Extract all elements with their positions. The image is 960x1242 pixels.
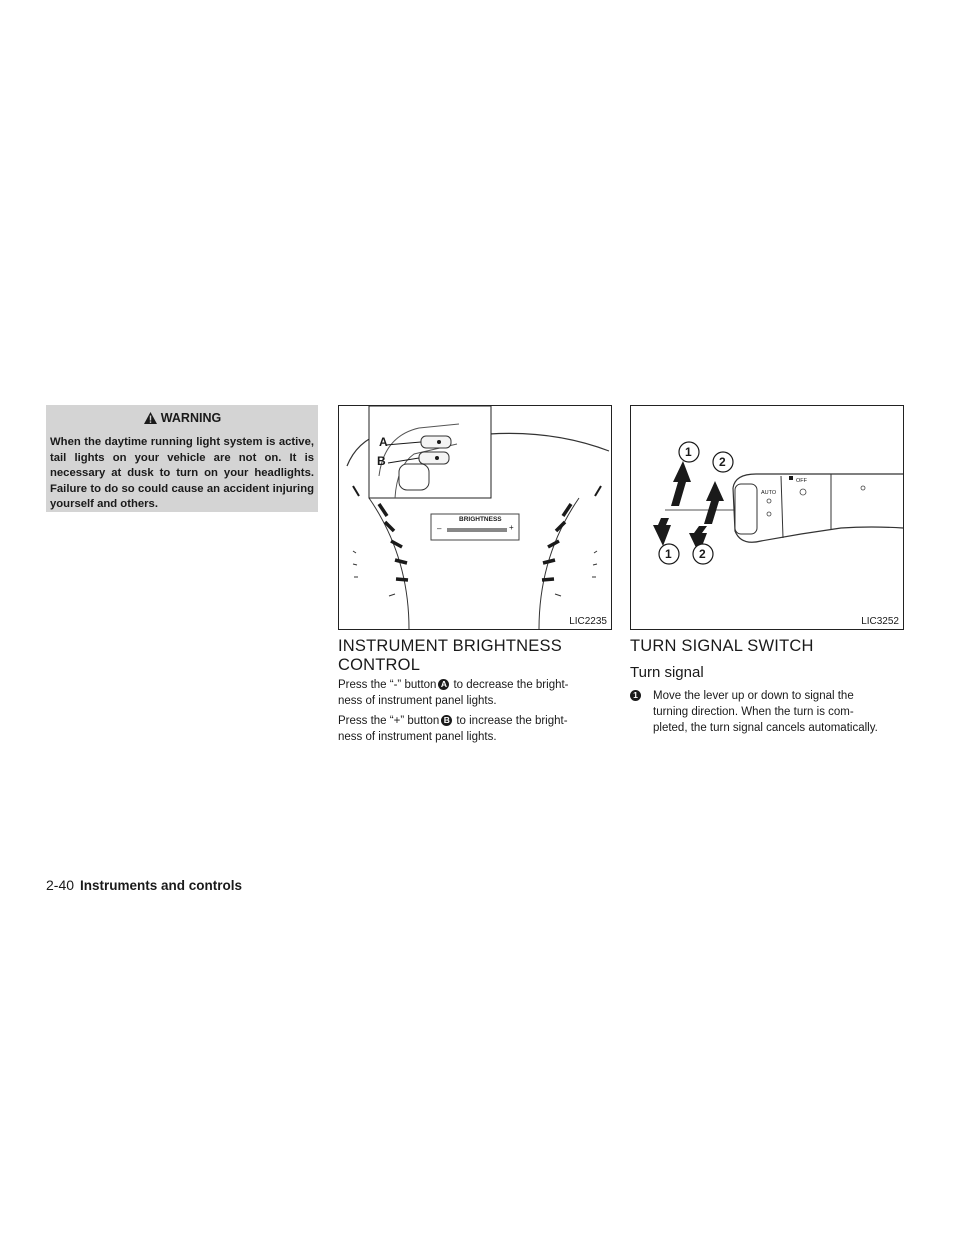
page-number: 2-40 <box>46 877 75 893</box>
arrow-label-2-bottom: 2 <box>699 547 706 561</box>
arrow-label-1-bottom: 1 <box>665 547 672 561</box>
brightness-figure <box>338 405 612 630</box>
section-heading-turn-signal: TURN SIGNAL SWITCH <box>630 637 814 655</box>
footer-section-title: Instruments and controls <box>80 878 243 893</box>
warning-title: WARNING <box>160 411 222 425</box>
marker-b-icon: B <box>441 715 452 726</box>
warning-header <box>46 405 318 431</box>
arrow-label-2-top: 2 <box>719 455 726 469</box>
figure-code: LIC2235 <box>569 616 607 627</box>
warning-box <box>46 405 318 512</box>
marker-1-icon: 1 <box>630 690 641 701</box>
switch-auto-label: AUTO <box>761 490 777 496</box>
display-minus: – <box>437 524 442 533</box>
section-heading-brightness: INSTRUMENT BRIGHTNESS CONTROL <box>338 637 562 674</box>
page-footer <box>46 877 242 893</box>
callout-b-label: B <box>377 454 386 468</box>
figure-code: LIC3252 <box>861 616 899 627</box>
display-plus: + <box>509 523 514 532</box>
display-brightness-text: BRIGHTNESS <box>459 516 502 523</box>
turn-signal-item-1: 1 Move the lever up or down to signal the turning direction. When the turn is com- pleted, the turn signal cancels automatically. <box>630 688 902 736</box>
subheading-turn-signal: Turn signal <box>630 664 704 681</box>
marker-a-icon: A <box>438 679 449 690</box>
turn-signal-lever-illustration <box>631 406 903 629</box>
warning-triangle-icon <box>143 411 158 425</box>
brightness-paragraph-1: Press the “-” button A to decrease the bright- ness of instrument panel lights. <box>338 679 569 707</box>
turn-signal-figure <box>630 405 904 630</box>
warning-body: When the daytime running light system is active, tail lights on your vehicle are not on. It is necessary at dusk to turn on your headlights. Failure to do so could cause an accident injuring yourself and others. <box>50 436 314 511</box>
brightness-paragraph-2: Press the “+” button B to increase the bright- ness of instrument panel lights. <box>338 715 568 743</box>
arrow-label-1-top: 1 <box>685 445 692 459</box>
switch-off-label: OFF <box>796 478 807 484</box>
callout-a-label: A <box>379 435 388 449</box>
